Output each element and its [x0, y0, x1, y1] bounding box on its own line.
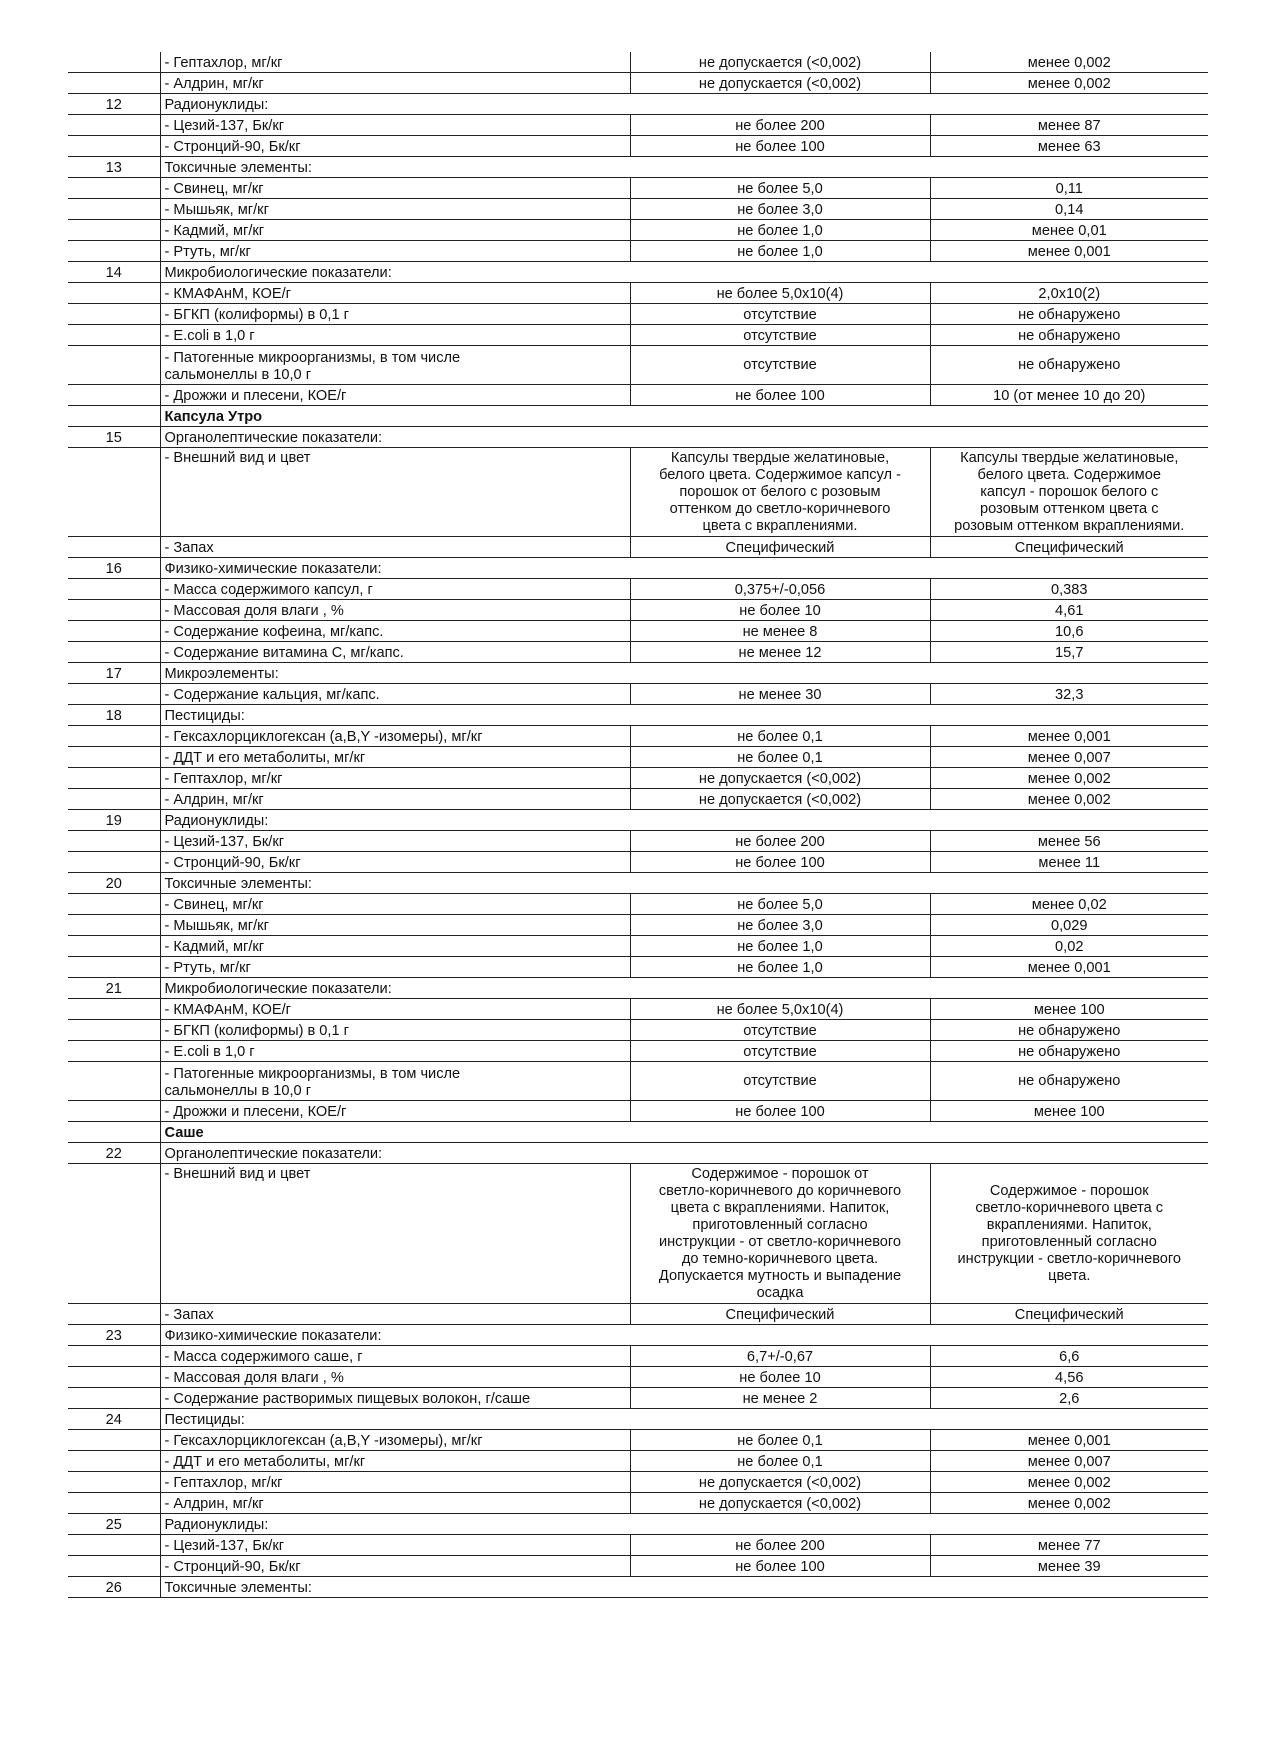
row-number [68, 789, 160, 810]
group-heading-row [68, 1122, 1208, 1143]
result-value: 0,11 [930, 178, 1208, 199]
row-number: 12 [68, 94, 160, 115]
result-value: не обнаружено [930, 325, 1208, 346]
result-value: Специфический [930, 1304, 1208, 1325]
row-number [68, 537, 160, 558]
row-number [68, 726, 160, 747]
norm-value: не допускается (<0,002) [630, 52, 930, 73]
table-row [68, 1493, 1208, 1514]
row-number [68, 1451, 160, 1472]
section-row [68, 157, 1208, 178]
row-number: 20 [68, 873, 160, 894]
result-value: менее 0,007 [930, 1451, 1208, 1472]
table-row [68, 1535, 1208, 1556]
norm-value: не более 200 [630, 831, 930, 852]
result-value: менее 11 [930, 852, 1208, 873]
norm-value: не более 100 [630, 136, 930, 157]
table-row [68, 448, 1208, 537]
result-value: менее 87 [930, 115, 1208, 136]
norm-value: не более 100 [630, 1556, 930, 1577]
indicator-name: - Стронций-90, Бк/кг [160, 1556, 630, 1577]
section-title: Токсичные элементы: [160, 1577, 1208, 1598]
norm-value: не более 200 [630, 1535, 930, 1556]
row-number [68, 1388, 160, 1409]
indicator-name: - Масса содержимого капсул, г [160, 579, 630, 600]
norm-value: не менее 12 [630, 642, 930, 663]
row-number [68, 199, 160, 220]
norm-value: не более 3,0 [630, 199, 930, 220]
section-title: Физико-химические показатели: [160, 1325, 1208, 1346]
row-number: 23 [68, 1325, 160, 1346]
section-row [68, 1325, 1208, 1346]
norm-value: отсутствие [630, 346, 930, 385]
results-table [68, 52, 1208, 1598]
table-row [68, 1164, 1208, 1304]
norm-value: не более 10 [630, 600, 930, 621]
indicator-name: - Ртуть, мг/кг [160, 957, 630, 978]
table-row [68, 600, 1208, 621]
indicator-name: - Мышьяк, мг/кг [160, 199, 630, 220]
table-row [68, 684, 1208, 705]
row-number [68, 684, 160, 705]
table-row [68, 52, 1208, 73]
norm-value: не более 200 [630, 115, 930, 136]
row-number: 14 [68, 262, 160, 283]
row-number [68, 346, 160, 385]
table-row [68, 579, 1208, 600]
table-row [68, 1346, 1208, 1367]
row-number [68, 1062, 160, 1101]
row-number [68, 936, 160, 957]
section-title: Радионуклиды: [160, 94, 1208, 115]
result-value: менее 0,002 [930, 73, 1208, 94]
table-row [68, 325, 1208, 346]
result-value: менее 63 [930, 136, 1208, 157]
table-row [68, 1304, 1208, 1325]
row-number: 21 [68, 978, 160, 999]
row-number [68, 52, 160, 73]
norm-value: отсутствие [630, 1020, 930, 1041]
norm-value: не более 5,0x10(4) [630, 999, 930, 1020]
norm-value: не более 5,0 [630, 178, 930, 199]
table-row [68, 915, 1208, 936]
section-row [68, 705, 1208, 726]
row-number [68, 642, 160, 663]
row-number [68, 385, 160, 406]
norm-value: Содержимое - порошок от светло-коричневого до коричневого цвета с вкраплениями. Напиток, приготовленный согласно инструкции - от светло-коричневого до темно-коричневого цвета. Допускается мутность и выпадение осадка [630, 1164, 930, 1304]
result-value: Специфический [930, 537, 1208, 558]
norm-value: не более 1,0 [630, 220, 930, 241]
table-row [68, 385, 1208, 406]
indicator-name: - Цезий-137, Бк/кг [160, 115, 630, 136]
test-results-document [68, 52, 1208, 1598]
table-row [68, 747, 1208, 768]
result-value: менее 0,02 [930, 894, 1208, 915]
norm-value: не более 0,1 [630, 1430, 930, 1451]
norm-value: отсутствие [630, 1041, 930, 1062]
result-value: 0,383 [930, 579, 1208, 600]
table-row [68, 220, 1208, 241]
indicator-name: - Алдрин, мг/кг [160, 1493, 630, 1514]
row-number [68, 600, 160, 621]
table-row [68, 831, 1208, 852]
indicator-name: - Содержание витамина С, мг/капс. [160, 642, 630, 663]
result-value: не обнаружено [930, 346, 1208, 385]
indicator-name: - Кадмий, мг/кг [160, 220, 630, 241]
indicator-name: - БГКП (колиформы) в 0,1 г [160, 1020, 630, 1041]
result-value: менее 0,002 [930, 52, 1208, 73]
section-title: Пестициды: [160, 705, 1208, 726]
row-number [68, 406, 160, 427]
result-value: не обнаружено [930, 1041, 1208, 1062]
result-value: 32,3 [930, 684, 1208, 705]
result-value: менее 0,002 [930, 768, 1208, 789]
row-number [68, 768, 160, 789]
result-value: менее 0,001 [930, 1430, 1208, 1451]
section-row [68, 1577, 1208, 1598]
result-value: не обнаружено [930, 1062, 1208, 1101]
row-number [68, 136, 160, 157]
section-row [68, 978, 1208, 999]
indicator-name: - Ртуть, мг/кг [160, 241, 630, 262]
table-row [68, 768, 1208, 789]
row-number: 19 [68, 810, 160, 831]
row-number: 15 [68, 427, 160, 448]
norm-value: не более 10 [630, 1367, 930, 1388]
table-row [68, 1367, 1208, 1388]
indicator-name: - Гептахлор, мг/кг [160, 52, 630, 73]
row-number [68, 999, 160, 1020]
result-value: не обнаружено [930, 304, 1208, 325]
table-row [68, 852, 1208, 873]
table-row [68, 999, 1208, 1020]
indicator-name: - ДДТ и его метаболиты, мг/кг [160, 1451, 630, 1472]
indicator-name: - Массовая доля влаги , % [160, 600, 630, 621]
norm-value: не более 0,1 [630, 726, 930, 747]
norm-value: не более 100 [630, 852, 930, 873]
table-row [68, 621, 1208, 642]
row-number: 17 [68, 663, 160, 684]
result-value: менее 56 [930, 831, 1208, 852]
indicator-name: - КМАФАнМ, КОЕ/г [160, 283, 630, 304]
table-row [68, 241, 1208, 262]
indicator-name: - Содержание растворимых пищевых волокон, г/саше [160, 1388, 630, 1409]
result-value: 2,0x10(2) [930, 283, 1208, 304]
row-number [68, 1122, 160, 1143]
result-value: 0,029 [930, 915, 1208, 936]
indicator-name: - ДДТ и его метаболиты, мг/кг [160, 747, 630, 768]
group-title: Саше [160, 1122, 1208, 1143]
row-number [68, 1041, 160, 1062]
table-row [68, 1451, 1208, 1472]
row-number [68, 304, 160, 325]
row-number [68, 325, 160, 346]
result-value: 4,61 [930, 600, 1208, 621]
result-value: 0,14 [930, 199, 1208, 220]
row-number: 24 [68, 1409, 160, 1430]
result-value: менее 0,002 [930, 1493, 1208, 1514]
table-row [68, 199, 1208, 220]
indicator-name: - Внешний вид и цвет [160, 448, 630, 537]
section-title: Пестициды: [160, 1409, 1208, 1430]
indicator-name: - Дрожжи и плесени, КОЕ/г [160, 1101, 630, 1122]
section-row [68, 1409, 1208, 1430]
indicator-name: - Мышьяк, мг/кг [160, 915, 630, 936]
row-number [68, 579, 160, 600]
result-value: Содержимое - порошок светло-коричневого цвета с вкраплениями. Напиток, приготовленный согласно инструкции - светло-коричневого цвета. [930, 1164, 1208, 1304]
row-number [68, 220, 160, 241]
section-title: Органолептические показатели: [160, 427, 1208, 448]
indicator-name: - Содержание кальция, мг/капс. [160, 684, 630, 705]
norm-value: не допускается (<0,002) [630, 768, 930, 789]
indicator-name: - Внешний вид и цвет [160, 1164, 630, 1304]
table-row [68, 936, 1208, 957]
norm-value: не более 100 [630, 1101, 930, 1122]
section-title: Микробиологические показатели: [160, 262, 1208, 283]
norm-value: не более 3,0 [630, 915, 930, 936]
section-title: Микробиологические показатели: [160, 978, 1208, 999]
result-value: 6,6 [930, 1346, 1208, 1367]
table-row [68, 73, 1208, 94]
indicator-name: - Гептахлор, мг/кг [160, 1472, 630, 1493]
norm-value: не более 5,0x10(4) [630, 283, 930, 304]
indicator-name: - Алдрин, мг/кг [160, 73, 630, 94]
norm-value: не более 1,0 [630, 936, 930, 957]
table-row [68, 957, 1208, 978]
row-number: 25 [68, 1514, 160, 1535]
row-number [68, 1556, 160, 1577]
section-row [68, 1143, 1208, 1164]
section-row [68, 663, 1208, 684]
row-number [68, 1304, 160, 1325]
result-value: 0,02 [930, 936, 1208, 957]
table-row [68, 642, 1208, 663]
result-value: менее 100 [930, 999, 1208, 1020]
indicator-name: - Цезий-137, Бк/кг [160, 1535, 630, 1556]
indicator-name: - Массовая доля влаги , % [160, 1367, 630, 1388]
row-number: 13 [68, 157, 160, 178]
norm-value: 6,7+/-0,67 [630, 1346, 930, 1367]
norm-value: не более 0,1 [630, 1451, 930, 1472]
results-table-body [68, 52, 1208, 1598]
result-value: менее 0,001 [930, 957, 1208, 978]
section-title: Физико-химические показатели: [160, 558, 1208, 579]
section-row [68, 873, 1208, 894]
section-title: Радионуклиды: [160, 1514, 1208, 1535]
indicator-name: - Дрожжи и плесени, КОЕ/г [160, 385, 630, 406]
norm-value: Специфический [630, 537, 930, 558]
norm-value: не более 1,0 [630, 241, 930, 262]
row-number: 22 [68, 1143, 160, 1164]
section-title: Органолептические показатели: [160, 1143, 1208, 1164]
result-value: менее 77 [930, 1535, 1208, 1556]
indicator-name: - Алдрин, мг/кг [160, 789, 630, 810]
indicator-name: - E.coli в 1,0 г [160, 325, 630, 346]
row-number: 26 [68, 1577, 160, 1598]
section-title: Микроэлементы: [160, 663, 1208, 684]
indicator-name: - Гексахлорциклогексан (a,B,Y -изомеры), мг/кг [160, 1430, 630, 1451]
result-value: 10,6 [930, 621, 1208, 642]
row-number [68, 1430, 160, 1451]
table-row [68, 1388, 1208, 1409]
indicator-name: - Содержание кофеина, мг/капс. [160, 621, 630, 642]
result-value: 4,56 [930, 1367, 1208, 1388]
table-row [68, 1101, 1208, 1122]
indicator-name: - Кадмий, мг/кг [160, 936, 630, 957]
row-number [68, 915, 160, 936]
row-number [68, 1535, 160, 1556]
indicator-name: - Гептахлор, мг/кг [160, 768, 630, 789]
table-row [68, 178, 1208, 199]
result-value: не обнаружено [930, 1020, 1208, 1041]
indicator-name: - Запах [160, 537, 630, 558]
table-row [68, 1041, 1208, 1062]
norm-value: не более 100 [630, 385, 930, 406]
row-number [68, 1346, 160, 1367]
indicator-name: - Цезий-137, Бк/кг [160, 831, 630, 852]
row-number [68, 831, 160, 852]
table-row [68, 1020, 1208, 1041]
norm-value: не менее 2 [630, 1388, 930, 1409]
row-number [68, 73, 160, 94]
section-row [68, 94, 1208, 115]
result-value: Капсулы твердые желатиновые, белого цвета. Содержимое капсул - порошок белого с розовым оттенком цвета с розовым оттенком вкраплениями. [930, 448, 1208, 537]
indicator-name: - Свинец, мг/кг [160, 894, 630, 915]
row-number: 18 [68, 705, 160, 726]
row-number [68, 1164, 160, 1304]
norm-value: не менее 8 [630, 621, 930, 642]
table-row [68, 537, 1208, 558]
indicator-name: - Патогенные микроорганизмы, в том числе сальмонеллы в 10,0 г [160, 1062, 630, 1101]
norm-value: не допускается (<0,002) [630, 789, 930, 810]
table-row [68, 283, 1208, 304]
table-row [68, 115, 1208, 136]
result-value: 15,7 [930, 642, 1208, 663]
group-heading-row [68, 406, 1208, 427]
row-number [68, 747, 160, 768]
norm-value: 0,375+/-0,056 [630, 579, 930, 600]
norm-value: отсутствие [630, 1062, 930, 1101]
row-number [68, 448, 160, 537]
norm-value: не более 5,0 [630, 894, 930, 915]
indicator-name: - Запах [160, 1304, 630, 1325]
norm-value: не более 0,1 [630, 747, 930, 768]
indicator-name: - Стронций-90, Бк/кг [160, 852, 630, 873]
table-row [68, 136, 1208, 157]
section-row [68, 1514, 1208, 1535]
indicator-name: - Гексахлорциклогексан (a,B,Y -изомеры), мг/кг [160, 726, 630, 747]
table-row [68, 1062, 1208, 1101]
result-value: 2,6 [930, 1388, 1208, 1409]
section-row [68, 262, 1208, 283]
table-row [68, 1556, 1208, 1577]
row-number [68, 621, 160, 642]
table-row [68, 894, 1208, 915]
row-number: 16 [68, 558, 160, 579]
row-number [68, 1101, 160, 1122]
table-row [68, 1472, 1208, 1493]
table-row [68, 1430, 1208, 1451]
result-value: менее 39 [930, 1556, 1208, 1577]
norm-value: отсутствие [630, 304, 930, 325]
section-row [68, 427, 1208, 448]
table-row [68, 789, 1208, 810]
row-number [68, 852, 160, 873]
norm-value: не допускается (<0,002) [630, 73, 930, 94]
table-row [68, 726, 1208, 747]
section-title: Токсичные элементы: [160, 873, 1208, 894]
section-title: Радионуклиды: [160, 810, 1208, 831]
indicator-name: - Свинец, мг/кг [160, 178, 630, 199]
group-title: Капсула Утро [160, 406, 1208, 427]
section-row [68, 558, 1208, 579]
row-number [68, 115, 160, 136]
table-row [68, 304, 1208, 325]
result-value: 10 (от менее 10 до 20) [930, 385, 1208, 406]
row-number [68, 241, 160, 262]
indicator-name: - Стронций-90, Бк/кг [160, 136, 630, 157]
result-value: менее 100 [930, 1101, 1208, 1122]
norm-value: Капсулы твердые желатиновые, белого цвета. Содержимое капсул - порошок от белого с розовым оттенком до светло-коричневого цвета с вкраплениями. [630, 448, 930, 537]
indicator-name: - Масса содержимого саше, г [160, 1346, 630, 1367]
row-number [68, 1020, 160, 1041]
result-value: менее 0,001 [930, 726, 1208, 747]
section-row [68, 810, 1208, 831]
row-number [68, 957, 160, 978]
result-value: менее 0,01 [930, 220, 1208, 241]
row-number [68, 894, 160, 915]
table-row [68, 346, 1208, 385]
norm-value: не более 1,0 [630, 957, 930, 978]
indicator-name: - КМАФАнМ, КОЕ/г [160, 999, 630, 1020]
result-value: менее 0,002 [930, 1472, 1208, 1493]
section-title: Токсичные элементы: [160, 157, 1208, 178]
result-value: менее 0,002 [930, 789, 1208, 810]
norm-value: отсутствие [630, 325, 930, 346]
result-value: менее 0,001 [930, 241, 1208, 262]
row-number [68, 1493, 160, 1514]
row-number [68, 1472, 160, 1493]
indicator-name: - E.coli в 1,0 г [160, 1041, 630, 1062]
result-value: менее 0,007 [930, 747, 1208, 768]
norm-value: Специфический [630, 1304, 930, 1325]
row-number [68, 283, 160, 304]
row-number [68, 178, 160, 199]
indicator-name: - БГКП (колиформы) в 0,1 г [160, 304, 630, 325]
norm-value: не менее 30 [630, 684, 930, 705]
row-number [68, 1367, 160, 1388]
norm-value: не допускается (<0,002) [630, 1493, 930, 1514]
norm-value: не допускается (<0,002) [630, 1472, 930, 1493]
indicator-name: - Патогенные микроорганизмы, в том числе сальмонеллы в 10,0 г [160, 346, 630, 385]
